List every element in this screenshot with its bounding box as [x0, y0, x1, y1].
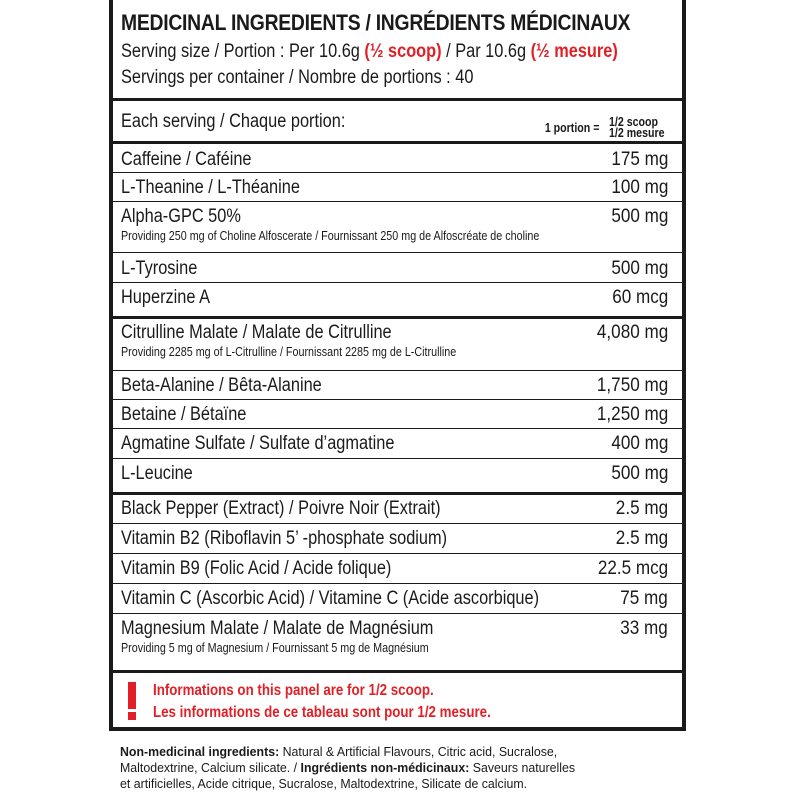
divider [113, 399, 682, 400]
ingredient-amount: 400 mg [610, 433, 668, 454]
ingredient-amount: 60 mcg [611, 287, 668, 308]
ingredient-name: Vitamin B9 (Folic Acid / Acide folique) [121, 558, 392, 579]
ingredient-amount: 500 mg [610, 206, 668, 227]
fr-text-2: Saveurs naturelles [469, 760, 576, 775]
divider [113, 553, 682, 554]
divider [113, 172, 682, 173]
each-serving-label: Each serving / Chaque portion: [121, 111, 346, 132]
ingredient-name: Beta-Alanine / Bêta-Alanine [121, 375, 322, 396]
ingredient-amount: 22.5 mcg [597, 558, 668, 579]
fr-label: Ingrédients non-médicinaux: [300, 760, 470, 775]
warning-line-en: Informations on this panel are for 1/2 scoop. [153, 682, 434, 699]
ingredients-panel [109, 0, 686, 731]
divider [113, 370, 682, 371]
non-medicinal-ingredients [120, 744, 700, 792]
panel-title: MEDICINAL INGREDIENTS / INGRÉDIENTS MÉDICINAUX [121, 10, 631, 35]
portion-eq: 1 portion = [545, 121, 600, 135]
ingredient-note: Providing 5 mg of Magnesium / Fournissant 5 mg de Magnésium [121, 641, 429, 655]
ingredient-name: L-Leucine [121, 463, 193, 484]
nm-label: Non-medicinal ingredients: [120, 744, 280, 759]
ingredient-name: Alpha-GPC 50% [121, 206, 241, 227]
ingredient-name: Vitamin C (Ascorbic Acid) / Vitamine C (Acide ascorbique) [121, 588, 540, 609]
servings-per-container: Servings per container / Nombre de portions : 40 [121, 67, 474, 88]
divider [113, 613, 682, 614]
ingredient-amount: 4,080 mg [596, 322, 668, 343]
ingredient-name: Huperzine A [121, 287, 211, 308]
portion-scoop: 1/2 scoop [608, 115, 658, 129]
divider [113, 252, 682, 253]
ingredient-amount: 1,750 mg [596, 375, 668, 396]
divider [113, 98, 682, 101]
ingredient-amount: 2.5 mg [615, 498, 668, 519]
nm-text-2: Maltodextrine, Calcium silicate. / [120, 760, 301, 775]
ingredient-amount: 1,250 mg [596, 404, 668, 425]
divider [113, 201, 682, 202]
ingredient-amount: 500 mg [610, 463, 668, 484]
divider [113, 458, 682, 459]
fr-text-3: et artificielles, Acide citrique, Sucralose, Maltodextrine, Silicate de calcium. [120, 776, 528, 791]
divider [113, 583, 682, 584]
portion-mesure: 1/2 mesure [608, 126, 665, 140]
divider [113, 670, 682, 673]
ingredient-name: Agmatine Sulfate / Sulfate d’agmatine [121, 433, 395, 454]
ingredient-amount: 75 mg [620, 588, 668, 609]
ingredient-amount: 33 mg [620, 618, 668, 639]
warning-line-fr: Les informations de ce tableau sont pour 1/2 mesure. [153, 704, 491, 721]
ingredient-name: L-Tyrosine [121, 258, 198, 279]
ingredient-amount: 175 mg [610, 149, 668, 170]
ingredient-name: L-Theanine / L-Théanine [121, 177, 300, 198]
ingredient-note: Providing 2285 mg of L-Citrulline / Fournissant 2285 mg de L-Citrulline [121, 345, 457, 359]
divider [113, 428, 682, 429]
portion-key [540, 117, 674, 139]
exclamation-icon [127, 682, 137, 720]
divider [113, 141, 682, 144]
serving-size-line [121, 41, 618, 63]
ingredient-name: Magnesium Malate / Malate de Magnésium [121, 618, 434, 639]
divider [113, 492, 682, 495]
ingredient-note: Providing 250 mg of Choline Alfoscerate / Fournissant 250 mg de Alfoscréate de choline [121, 229, 540, 243]
ingredient-amount: 500 mg [610, 258, 668, 279]
warning-box [113, 678, 682, 728]
ingredient-amount: 2.5 mg [615, 528, 668, 549]
ingredient-amount: 100 mg [610, 177, 668, 198]
divider [113, 523, 682, 524]
nm-text-1: Natural & Artificial Flavours, Citric acid, Sucralose, [279, 744, 558, 759]
serving-size-mid: / Par 10.6g [441, 41, 531, 62]
ingredient-name: Betaine / Bétaïne [121, 404, 247, 425]
ingredient-name: Vitamin B2 (Riboflavin 5’ -phosphate sodium) [121, 528, 448, 549]
ingredient-name: Citrulline Malate / Malate de Citrulline [121, 322, 392, 343]
serving-mesure: (½ mesure) [530, 41, 618, 62]
divider [113, 282, 682, 283]
divider [113, 316, 682, 319]
ingredient-name: Black Pepper (Extract) / Poivre Noir (Extrait) [121, 498, 441, 519]
ingredient-name: Caffeine / Caféine [121, 149, 252, 170]
serving-scoop: (½ scoop) [364, 41, 442, 62]
serving-size-text: Serving size / Portion : Per 10.6g [121, 41, 365, 62]
